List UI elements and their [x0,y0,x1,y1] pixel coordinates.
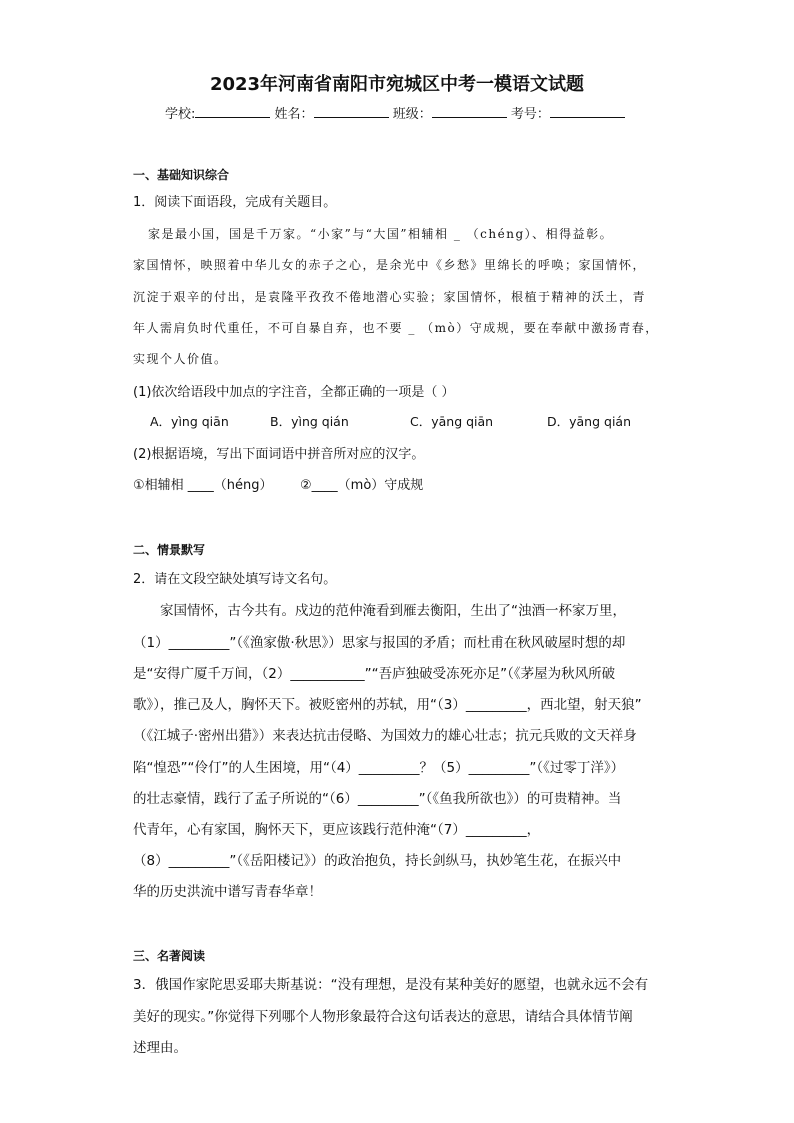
question-2-line: （8）_________”（《岳阳楼记》）的政治抱负，持长剑纵马，执妙笔生花，在振兴中 [133,853,622,869]
passage-line: 实现个人价值。 [133,352,228,366]
name-field[interactable] [314,104,389,118]
question-1-sub-1: (1)依次给语段中加点的字注音，全都正确的一项是（ ） [133,385,455,400]
class-label: 班级： [392,107,432,122]
section-heading-3: 三、名著阅读 [133,949,206,963]
question-2-line: 的壮志豪情，践行了孟子所说的“（6）_________”（《鱼我所欲也》）的可贵精神。当 [133,791,622,807]
question-2-line: 代青年，心有家国，胸怀天下，更应该践行范仲淹“（7）_________， [133,822,541,838]
question-2-line: 家国情怀，古今共有。戍边的范仲淹看到雁去衡阳，生出了“浊酒一杯家万里， [160,603,626,619]
passage-line: 家国情怀，映照着中华儿女的赤子之心，是余光中《乡愁》里绵长的呼唤；家国情怀， [133,258,647,272]
student-info-row [165,103,625,122]
page-title: 2023年河南省南阳市宛城区中考一模语文试题 [209,74,585,95]
school-field[interactable] [195,104,270,118]
passage-line: 年人需肩负时代重任，不可自暴自弃，也不要 _ （mò）守成规，要在奉献中激扬青春， [133,321,659,335]
question-1-sub-2: (2)根据语境，写出下面词语中拼音所对应的汉字。 [133,447,425,462]
exam-number-field[interactable] [550,104,625,118]
question-2-line: （1）_________”（《渔家傲·秋思》）思家与报国的矛盾；而杜甫在秋风破屋时想的却 [133,635,626,651]
section-heading-1: 一、基础知识综合 [133,168,230,182]
option-a[interactable]: A．yìng qiān [150,414,229,429]
question-3-line: 美好的现实。”你觉得下列哪个人物形象最符合这句话表达的意思，请结合具体情节阐 [133,1009,633,1025]
section-heading-2: 二、情景默写 [133,543,206,557]
class-field[interactable] [432,104,507,118]
question-3-line: 述理由。 [133,1040,187,1056]
exam-number-label: 考号： [510,107,550,122]
passage-line: 沉淀于艰辛的付出，是袁隆平孜孜不倦地潜心实验；家国情怀，根植于精神的沃土，青 [133,290,647,304]
option-d[interactable]: D．yāng qián [547,414,632,429]
fill-blank-2: ②____（mò）守成规 [300,478,424,493]
question-2-stem: 2．请在文段空缺处填写诗文名句。 [133,572,337,587]
question-2-line: 华的历史洪流中谱写青春华章！ [133,884,322,900]
option-b[interactable]: B．yìng qián [270,414,349,429]
question-2-line: 歌》），推己及人，胸怀天下。被贬密州的苏轼，用“（3）_________，西北望，射天狼” [133,697,642,713]
passage-line: 家是最小国，国是千万家。“小家”与“大国”相辅相 _ （chéng）、相得益彰。 [148,227,614,241]
school-label: 学校: [165,107,196,122]
question-2-line: 是“安得广厦千万间，（2）___________”“吾庐独破受冻死亦足”（《茅屋为秋风所破 [133,666,616,682]
name-label: 姓名： [274,107,314,122]
question-2-line: （《江城子·密州出猎》）来表达抗击侵略、为国效力的雄心壮志；抗元兵败的文天祥身 [133,728,637,744]
question-1-stem: 1．阅读下面语段，完成有关题目。 [133,195,337,210]
question-2-line: 陷“惶恐”“伶仃”的人生困境，用“（4）_________？（5）_________”（《过零丁洋》） [133,760,625,776]
question-3-line: 3．俄国作家陀思妥耶夫斯基说：“没有理想，是没有某种美好的愿望，也就永远不会有 [133,977,649,993]
option-c[interactable]: C．yāng qiān [410,414,494,429]
fill-blank-1: ①相辅相 ____（héng） [133,478,273,493]
